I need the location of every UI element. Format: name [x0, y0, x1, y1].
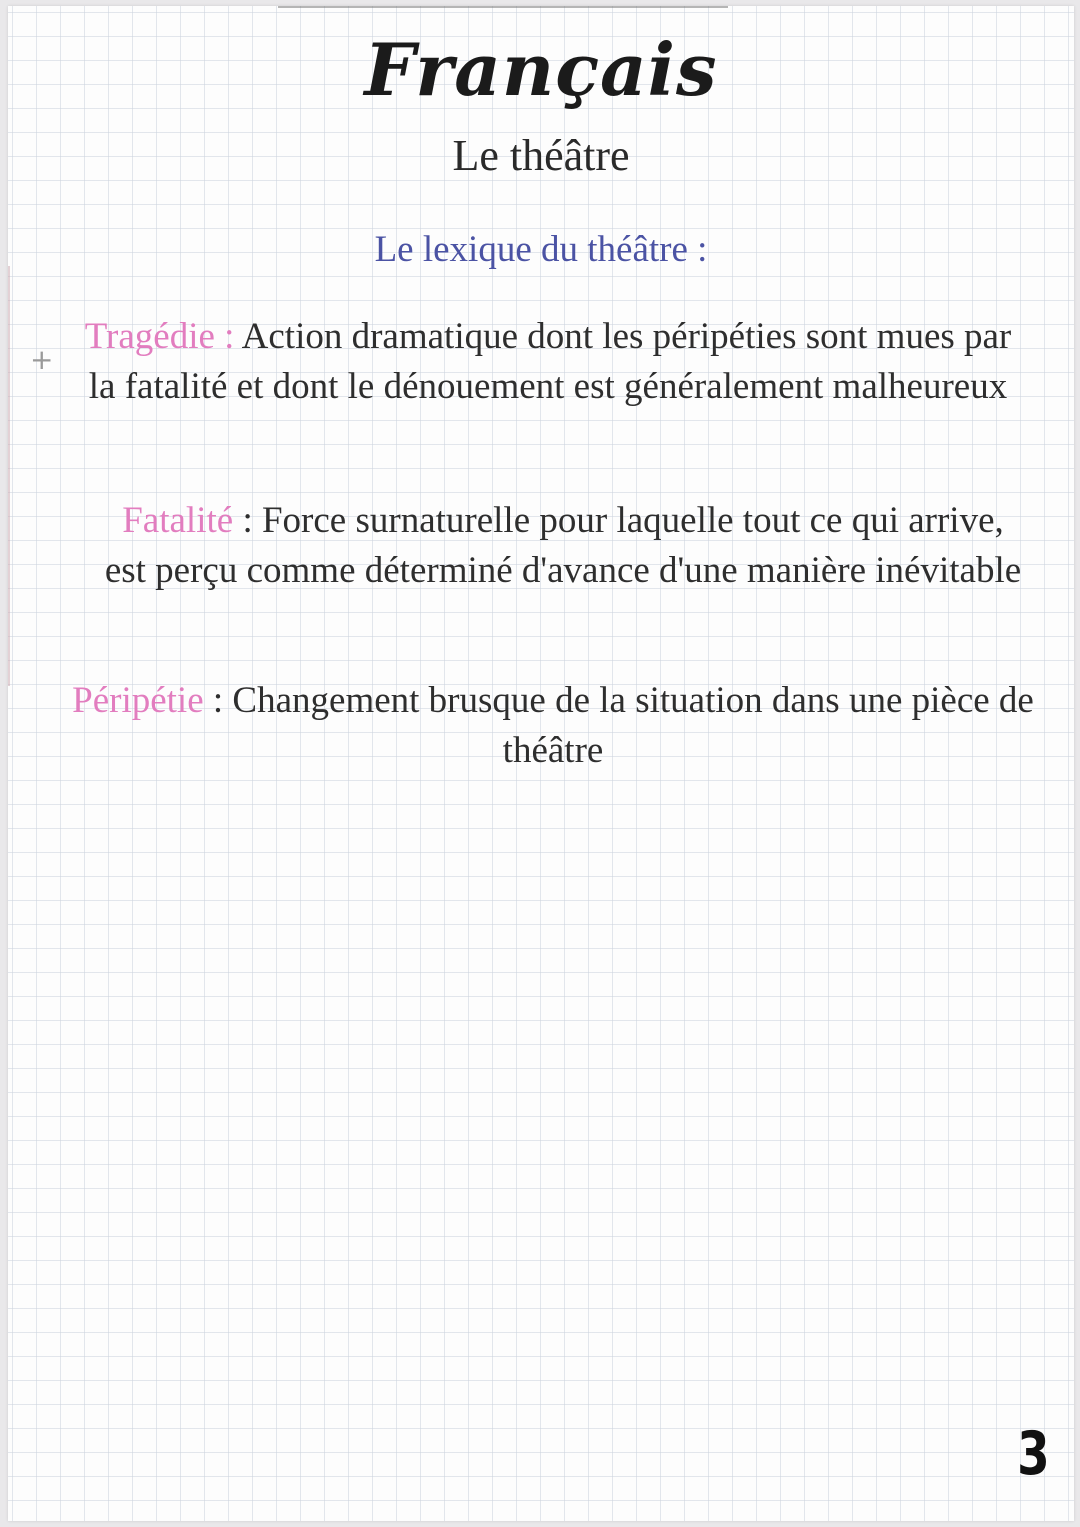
- page-left-margin-edge: [8, 266, 10, 686]
- definition-peripetie: [48, 676, 1058, 776]
- definition-term: Fatalité: [122, 500, 234, 541]
- definition-text: : Changement brusque de la situation dans une pièce de théâtre: [203, 680, 1034, 771]
- definition-text: Action dramatique dont les péripéties sont mues par la fatalité et dont le dénouement est généralement malheureux: [88, 316, 1012, 407]
- notebook-page: [8, 6, 1074, 1521]
- page-number: 3: [1017, 1419, 1050, 1489]
- section-heading: Le lexique du théâtre :: [374, 229, 708, 270]
- definition-term: Tragédie :: [84, 316, 235, 357]
- page-top-edge: [278, 6, 728, 8]
- definition-text: : Force surnaturelle pour laquelle tout ce qui arrive, est perçu comme déterminé d'avance d'une manière inévitable: [104, 500, 1022, 591]
- definition-fatalite: [98, 496, 1028, 596]
- page-subtitle: Le théâtre: [452, 131, 630, 180]
- plus-icon: +: [30, 343, 54, 376]
- definition-tragedie: [78, 312, 1018, 412]
- page-title: Français: [364, 27, 718, 112]
- definition-term: Péripétie: [72, 680, 204, 721]
